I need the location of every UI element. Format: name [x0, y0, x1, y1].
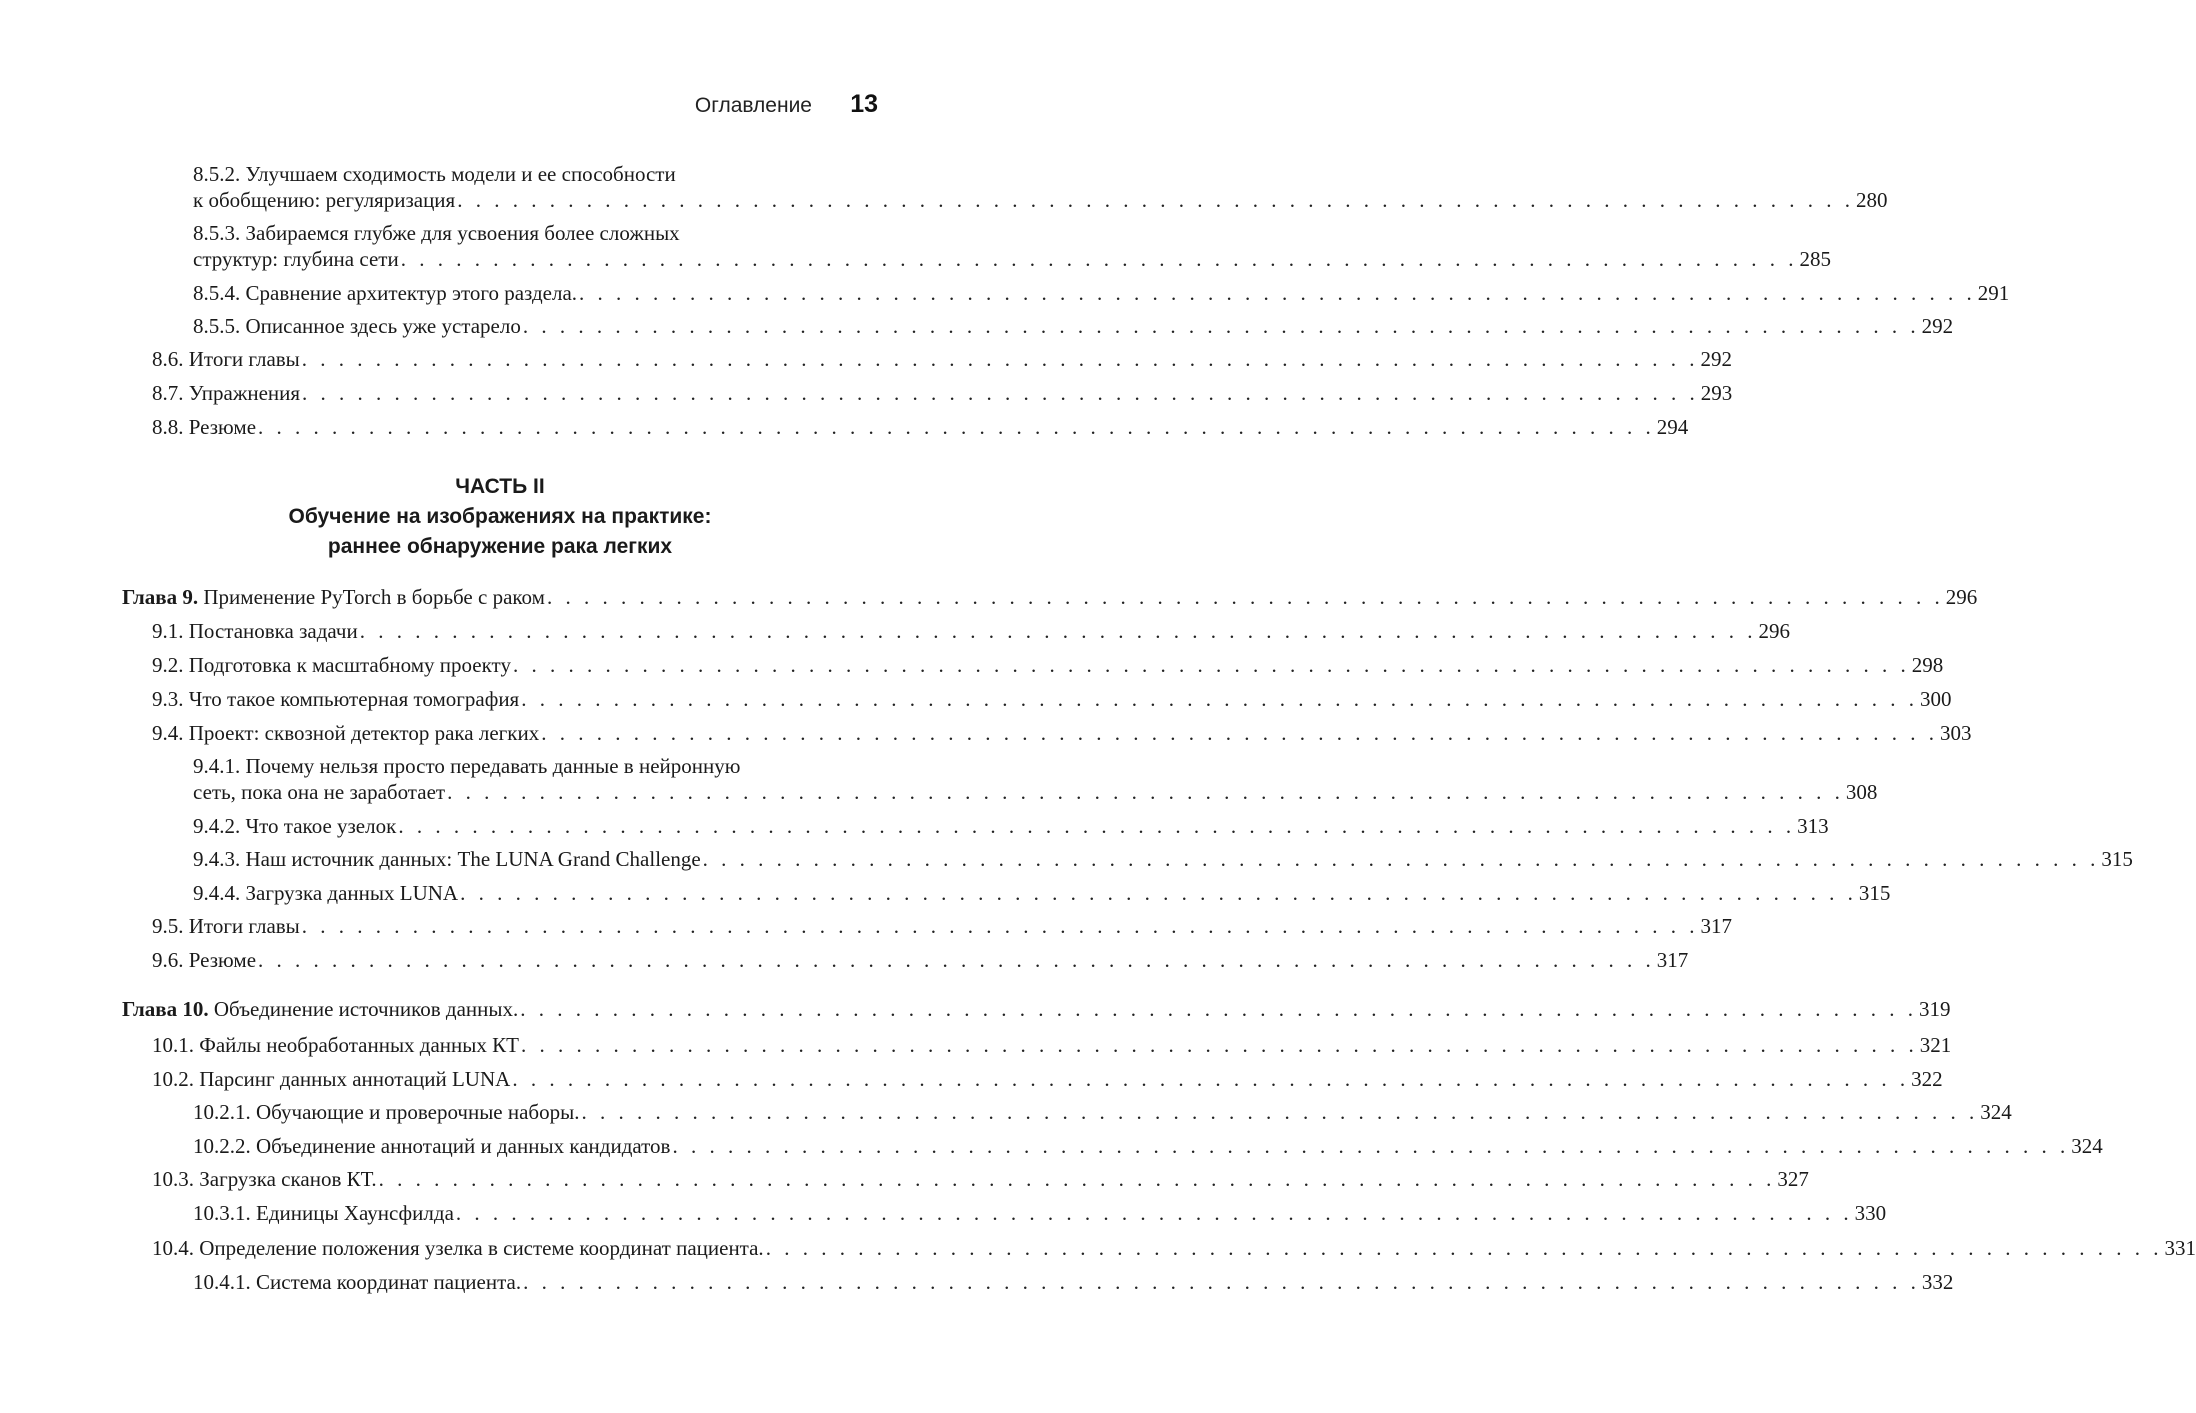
toc-entry-title-line-1: 9.4.1. Почему нельзя просто передавать данные в нейронную [193, 754, 741, 778]
dot-leader: . . . . . . . . . . . . . . . . . . . . . . . . . . . . . . . . . . . . . . . . . . . . . . . . . . . . . . . . . . . . . . . . . . . . . . . . . . . . [457, 188, 1854, 212]
dot-leader: . . . . . . . . . . . . . . . . . . . . . . . . . . . . . . . . . . . . . . . . . . . . . . . . . . . . . . . . . . . . . . . . . . . . . . . . . . . . [258, 415, 1655, 439]
toc-entry-page: 296 [1945, 585, 1978, 609]
dot-leader: . . . . . . . . . . . . . . . . . . . . . . . . . . . . . . . . . . . . . . . . . . . . . . . . . . . . . . . . . . . . . . . . . . . . . . . . . . . . [359, 619, 1757, 643]
toc-entry-title: 9.5. Итоги главы [152, 914, 300, 938]
toc-entry-title: Объединение источников данных. [213, 997, 519, 1021]
toc-entry-title: 10.4.1. Система координат пациента. [193, 1270, 522, 1294]
dot-leader: . . . . . . . . . . . . . . . . . . . . . . . . . . . . . . . . . . . . . . . . . . . . . . . . . . . . . . . . . . . . . . . . . . . . . . . . . . . . [765, 1236, 2163, 1260]
toc-entry-title: Применение PyTorch в борьбе с раком [203, 585, 545, 609]
toc-entry-page: 292 [1700, 347, 1733, 371]
toc-entry-page: 293 [1700, 381, 1733, 405]
dot-leader: . . . . . . . . . . . . . . . . . . . . . . . . . . . . . . . . . . . . . . . . . . . . . . . . . . . . . . . . . . . . . . . . . . . . . . . . . . . . [702, 847, 2100, 871]
toc-entry-title: 8.5.5. Описанное здесь уже устарело [193, 314, 521, 338]
toc-entry-page: 280 [1855, 188, 1888, 212]
toc-entry-page: 300 [1919, 687, 1952, 711]
toc-entry-page: 292 [1921, 314, 1954, 338]
toc-entry-title: 10.3. Загрузка сканов КТ. [152, 1167, 377, 1191]
toc-entry-title: 10.4. Определение положения узелка в системе координат пациента. [152, 1236, 764, 1260]
dot-leader: . . . . . . . . . . . . . . . . . . . . . . . . . . . . . . . . . . . . . . . . . . . . . . . . . . . . . . . . . . . . . . . . . . . . . . . . . . . . [521, 687, 1918, 711]
dot-leader: . . . . . . . . . . . . . . . . . . . . . . . . . . . . . . . . . . . . . . . . . . . . . . . . . . . . . . . . . . . . . . . . . . . . . . . . . . . . [541, 721, 1938, 745]
dot-leader: . . . . . . . . . . . . . . . . . . . . . . . . . . . . . . . . . . . . . . . . . . . . . . . . . . . . . . . . . . . . . . . . . . . . . . . . . . . . [258, 948, 1655, 972]
toc-entry-page: 285 [1799, 247, 1831, 271]
toc-entry-page: 303 [1939, 721, 1972, 745]
toc-entry-title: сеть, пока она не заработает [193, 780, 446, 804]
toc-entry-title: 10.1. Файлы необработанных данных КТ [152, 1033, 519, 1057]
dot-leader: . . . . . . . . . . . . . . . . . . . . . . . . . . . . . . . . . . . . . . . . . . . . . . . . . . . . . . . . . . . . . . . . . . . . . . . . . . . . [581, 1100, 1979, 1124]
toc-entry-page: 321 [1919, 1033, 1952, 1057]
running-header-title: Оглавление [694, 94, 812, 117]
toc-entry-title: 9.4.2. Что такое узелок [193, 814, 397, 838]
dot-leader: . . . . . . . . . . . . . . . . . . . . . . . . . . . . . . . . . . . . . . . . . . . . . . . . . . . . . . . . . . . . . . . . . . . . . . . . . . . . [522, 314, 1920, 338]
dot-leader: . . . . . . . . . . . . . . . . . . . . . . . . . . . . . . . . . . . . . . . . . . . . . . . . . . . . . . . . . . . . . . . . . . . . . . . . . . . . [512, 1067, 1910, 1091]
toc-entry-title: 9.3. Что такое компьютерная томография [152, 687, 520, 711]
toc-entry-page: 308 [1845, 780, 1878, 804]
dot-leader: . . . . . . . . . . . . . . . . . . . . . . . . . . . . . . . . . . . . . . . . . . . . . . . . . . . . . . . . . . . . . . . . . . . . . . . . . . . . [520, 997, 1917, 1021]
dot-leader: . . . . . . . . . . . . . . . . . . . . . . . . . . . . . . . . . . . . . . . . . . . . . . . . . . . . . . . . . . . . . . . . . . . . . . . . . . . . [398, 814, 1796, 838]
toc-entry-page: 332 [1921, 1270, 1954, 1294]
toc-entry-title-line-1: 8.5.3. Забираемся глубже для усвоения более сложных [193, 221, 680, 245]
toc-entry-title: 9.4.3. Наш источник данных: The LUNA Grand Challenge [193, 847, 701, 871]
part-label: ЧАСТЬ II [455, 475, 545, 498]
toc-entry-title: 10.2. Парсинг данных аннотаций LUNA [152, 1067, 511, 1091]
toc-entry-page: 330 [1854, 1201, 1887, 1225]
toc-entry-page: 317 [1656, 948, 1689, 972]
toc-entry-title-line-1: 8.5.2. Улучшаем сходимость модели и ее способности [193, 162, 676, 186]
toc-entry-page: 315 [2101, 847, 2133, 871]
part-title-line-1: Обучение на изображениях на практике: [288, 505, 712, 528]
toc-entry-page: 298 [1911, 653, 1944, 677]
dot-leader: . . . . . . . . . . . . . . . . . . . . . . . . . . . . . . . . . . . . . . . . . . . . . . . . . . . . . . . . . . . . . . . . . . . . . . . . . . . . [302, 381, 1699, 405]
dot-leader: . . . . . . . . . . . . . . . . . . . . . . . . . . . . . . . . . . . . . . . . . . . . . . . . . . . . . . . . . . . . . . . . . . . . . . . . . . . . [301, 347, 1699, 371]
toc-entry-title: 8.6. Итоги главы [152, 347, 300, 371]
toc-entry-title: 8.5.4. Сравнение архитектур этого раздела. [193, 281, 578, 305]
toc-entry-page: 319 [1918, 997, 1951, 1021]
toc-entry-title: 10.3.1. Единицы Хаунсфилда [193, 1201, 454, 1225]
page-number: 13 [850, 90, 878, 118]
toc-entry-title: структур: глубина сети [193, 247, 399, 271]
dot-leader: . . . . . . . . . . . . . . . . . . . . . . . . . . . . . . . . . . . . . . . . . . . . . . . . . . . . . . . . . . . . . . . . . . . . . . . . . . . . [400, 247, 1798, 271]
toc-entry-title: к обобщению: регуляризация [193, 188, 456, 212]
toc-entry-page: 324 [1980, 1100, 2012, 1124]
toc-entry-title: 9.2. Подготовка к масштабному проекту [152, 653, 511, 677]
dot-leader: . . . . . . . . . . . . . . . . . . . . . . . . . . . . . . . . . . . . . . . . . . . . . . . . . . . . . . . . . . . . . . . . . . . . . . . . . . . . [523, 1270, 1920, 1294]
toc-entry-title: 9.1. Постановка задачи [152, 619, 358, 643]
dot-leader: . . . . . . . . . . . . . . . . . . . . . . . . . . . . . . . . . . . . . . . . . . . . . . . . . . . . . . . . . . . . . . . . . . . . . . . . . . . . [512, 653, 1910, 677]
toc-entry-title: 8.7. Упражнения [152, 381, 301, 405]
toc-entry-page: 327 [1777, 1167, 1809, 1191]
toc-entry-page: 313 [1797, 814, 1829, 838]
toc-entry-title: 10.2.1. Обучающие и проверочные наборы. [193, 1100, 580, 1124]
part-title-line-2: раннее обнаружение рака легких [327, 535, 673, 558]
toc-entry-page: 294 [1656, 415, 1689, 439]
dot-leader: . . . . . . . . . . . . . . . . . . . . . . . . . . . . . . . . . . . . . . . . . . . . . . . . . . . . . . . . . . . . . . . . . . . . . . . . . . . . [447, 780, 1844, 804]
dot-leader: . . . . . . . . . . . . . . . . . . . . . . . . . . . . . . . . . . . . . . . . . . . . . . . . . . . . . . . . . . . . . . . . . . . . . . . . . . . . [455, 1201, 1853, 1225]
dot-leader: . . . . . . . . . . . . . . . . . . . . . . . . . . . . . . . . . . . . . . . . . . . . . . . . . . . . . . . . . . . . . . . . . . . . . . . . . . . . [378, 1167, 1776, 1191]
toc-entry-page: 331 [2164, 1236, 2196, 1260]
toc-entry-page: 315 [1858, 881, 1891, 905]
dot-leader: . . . . . . . . . . . . . . . . . . . . . . . . . . . . . . . . . . . . . . . . . . . . . . . . . . . . . . . . . . . . . . . . . . . . . . . . . . . . [301, 914, 1699, 938]
chapter-label: Глава 9. [122, 585, 199, 609]
toc-entry-page: 291 [1977, 281, 2010, 305]
toc-entry-page: 317 [1700, 914, 1733, 938]
dot-leader: . . . . . . . . . . . . . . . . . . . . . . . . . . . . . . . . . . . . . . . . . . . . . . . . . . . . . . . . . . . . . . . . . . . . . . . . . . . . [672, 1134, 2070, 1158]
toc-entry-title: 9.4. Проект: сквозной детектор рака легких [152, 721, 540, 745]
toc-entry-title: 9.4.4. Загрузка данных LUNA [193, 881, 459, 905]
toc-entry-page: 322 [1911, 1067, 1943, 1091]
toc-entry-page: 296 [1758, 619, 1790, 643]
dot-leader: . . . . . . . . . . . . . . . . . . . . . . . . . . . . . . . . . . . . . . . . . . . . . . . . . . . . . . . . . . . . . . . . . . . . . . . . . . . . [546, 585, 1944, 609]
toc-entry-title: 10.2.2. Объединение аннотаций и данных кандидатов [193, 1134, 671, 1158]
dot-leader: . . . . . . . . . . . . . . . . . . . . . . . . . . . . . . . . . . . . . . . . . . . . . . . . . . . . . . . . . . . . . . . . . . . . . . . . . . . . [579, 281, 1976, 305]
dot-leader: . . . . . . . . . . . . . . . . . . . . . . . . . . . . . . . . . . . . . . . . . . . . . . . . . . . . . . . . . . . . . . . . . . . . . . . . . . . . [460, 881, 1857, 905]
toc-entry-page: 324 [2071, 1134, 2103, 1158]
toc-entry-title: 9.6. Резюме [152, 948, 257, 972]
toc-entry-title: 8.8. Резюме [152, 415, 257, 439]
chapter-label: Глава 10. [122, 997, 209, 1021]
dot-leader: . . . . . . . . . . . . . . . . . . . . . . . . . . . . . . . . . . . . . . . . . . . . . . . . . . . . . . . . . . . . . . . . . . . . . . . . . . . . [520, 1033, 1918, 1057]
